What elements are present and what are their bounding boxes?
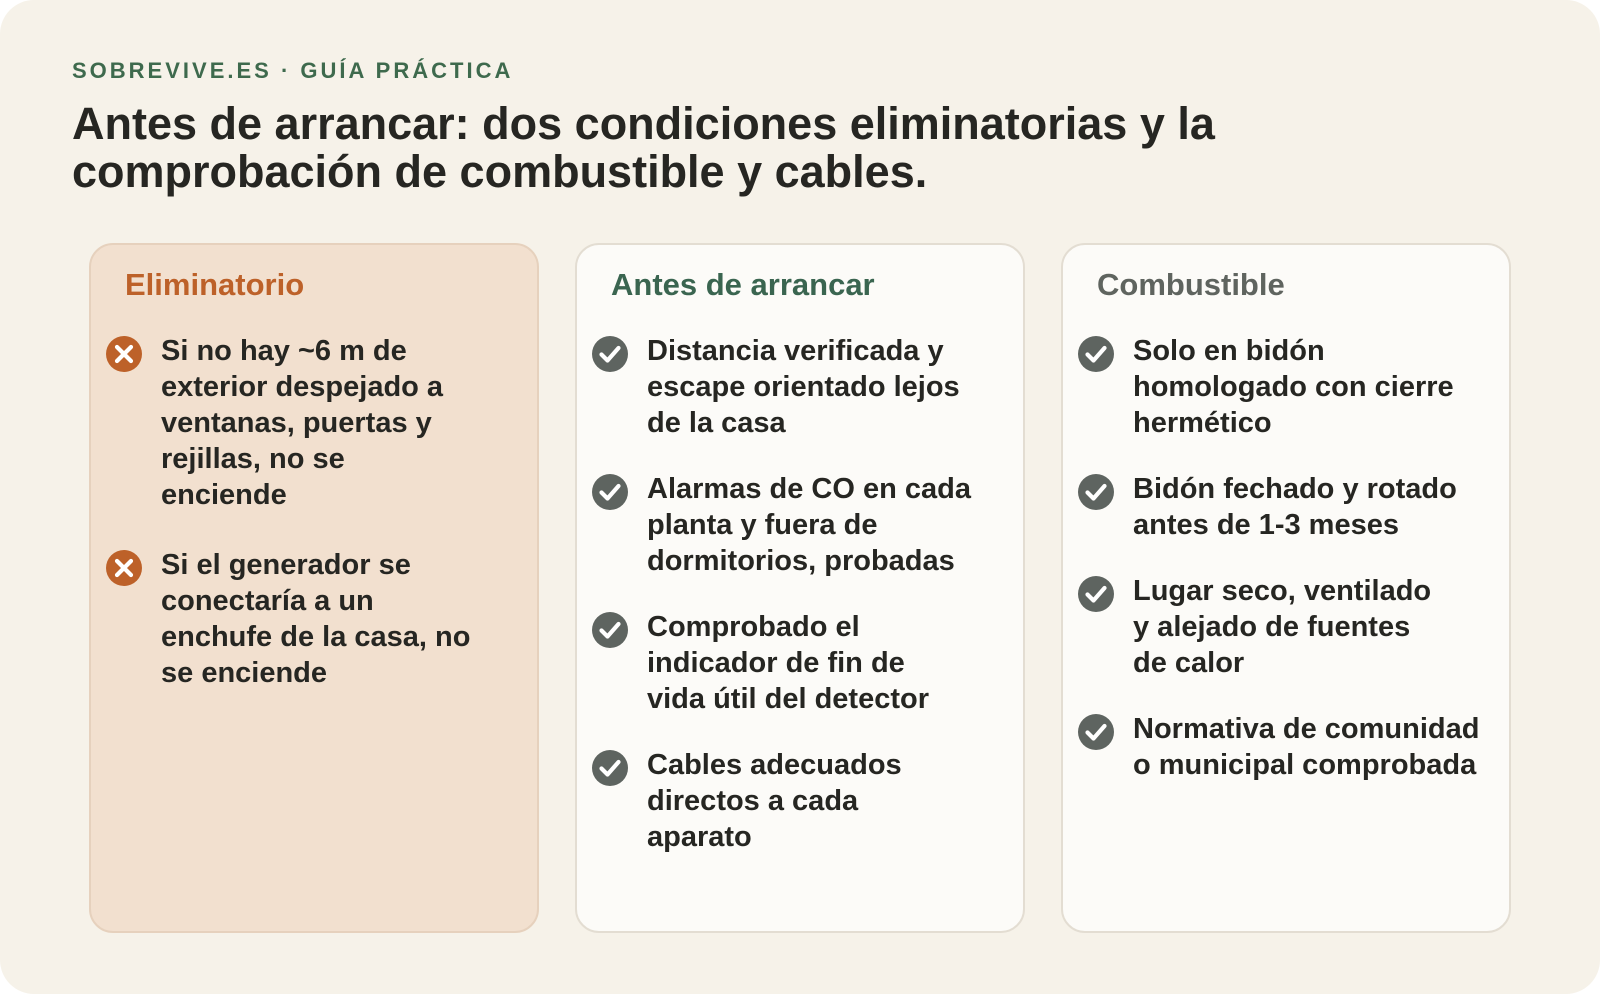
list-item-line: Solo en bidón	[1133, 335, 1325, 367]
card-title: Combustible	[1097, 267, 1285, 302]
card-eliminatorio	[89, 243, 539, 933]
list-item-text	[1133, 471, 1491, 543]
list-item-line: homologado con cierre	[1133, 371, 1454, 403]
check-circle-icon	[1077, 713, 1115, 751]
list-item-line: enchufe de la casa, no	[161, 621, 471, 653]
pre-start-checklist	[591, 333, 1005, 885]
list-item	[591, 333, 1005, 441]
fuel-checklist	[1077, 333, 1491, 813]
list-item-line: se enciende	[161, 657, 328, 689]
list-item-line: Normativa de comunidad	[1133, 713, 1480, 745]
check-circle-icon	[591, 749, 629, 787]
card-title: Antes de arrancar	[611, 267, 875, 302]
list-item-text	[1133, 333, 1491, 441]
list-item-line: antes de 1-3 meses	[1133, 509, 1399, 541]
list-item-text	[161, 547, 519, 691]
list-item-line: indicador de fin de	[647, 647, 905, 679]
site-kicker: SOBREVIVE.ES · GUÍA PRÁCTICA	[72, 58, 514, 83]
list-item-text	[647, 609, 1005, 717]
list-item-line: rejillas, no se	[161, 443, 345, 475]
list-item	[591, 471, 1005, 579]
list-item-line: de la casa	[647, 407, 786, 439]
list-item-line: aparato	[647, 821, 752, 853]
list-item-line: vida útil del detector	[647, 683, 929, 715]
page-title-line-1: Antes de arrancar: dos condiciones eliminatorias y la	[72, 98, 1215, 149]
list-item	[591, 747, 1005, 855]
card-antes-de-arrancar	[575, 243, 1025, 933]
page-title	[72, 100, 1372, 196]
list-item-text	[161, 333, 519, 513]
list-item-text	[647, 471, 1005, 579]
list-item-line: hermético	[1133, 407, 1272, 439]
list-item	[105, 333, 519, 513]
list-item-text	[647, 747, 1005, 855]
card-combustible	[1061, 243, 1511, 933]
list-item-text	[1133, 573, 1491, 681]
check-circle-icon	[591, 335, 629, 373]
list-item-line: ventanas, puertas y	[161, 407, 432, 439]
list-item	[1077, 333, 1491, 441]
list-item-line: Lugar seco, ventilado	[1133, 575, 1432, 607]
list-item-line: Bidón fechado y rotado	[1133, 473, 1457, 505]
list-item-text	[1133, 711, 1491, 783]
list-item-line: y alejado de fuentes	[1133, 611, 1411, 643]
check-circle-icon	[1077, 473, 1115, 511]
list-item-line: de calor	[1133, 647, 1245, 679]
list-item	[1077, 573, 1491, 681]
page-title-line-2: comprobación de combustible y cables.	[72, 146, 928, 197]
list-item-line: Alarmas de CO en cada	[647, 473, 971, 505]
list-item	[1077, 711, 1491, 783]
check-circle-icon	[1077, 335, 1115, 373]
list-item-line: o municipal comprobada	[1133, 749, 1477, 781]
check-circle-icon	[1077, 575, 1115, 613]
x-circle-icon	[105, 335, 143, 373]
list-item-line: Cables adecuados	[647, 749, 902, 781]
list-item-text	[647, 333, 1005, 441]
list-item-line: Si el generador se	[161, 549, 411, 581]
list-item	[591, 609, 1005, 717]
list-item-line: escape orientado lejos	[647, 371, 960, 403]
list-item-line: Comprobado el	[647, 611, 860, 643]
eliminatory-list	[105, 333, 519, 725]
list-item-line: Distancia verificada y	[647, 335, 944, 367]
list-item-line: planta y fuera de	[647, 509, 878, 541]
card-title: Eliminatorio	[125, 267, 305, 302]
check-circle-icon	[591, 611, 629, 649]
list-item-line: Si no hay ~6 m de	[161, 335, 407, 367]
list-item	[105, 547, 519, 691]
list-item-line: dormitorios, probadas	[647, 545, 955, 577]
x-circle-icon	[105, 549, 143, 587]
list-item-line: conectaría a un	[161, 585, 374, 617]
list-item-line: enciende	[161, 479, 287, 511]
list-item	[1077, 471, 1491, 543]
list-item-line: directos a cada	[647, 785, 859, 817]
list-item-line: exterior despejado a	[161, 371, 444, 403]
check-circle-icon	[591, 473, 629, 511]
